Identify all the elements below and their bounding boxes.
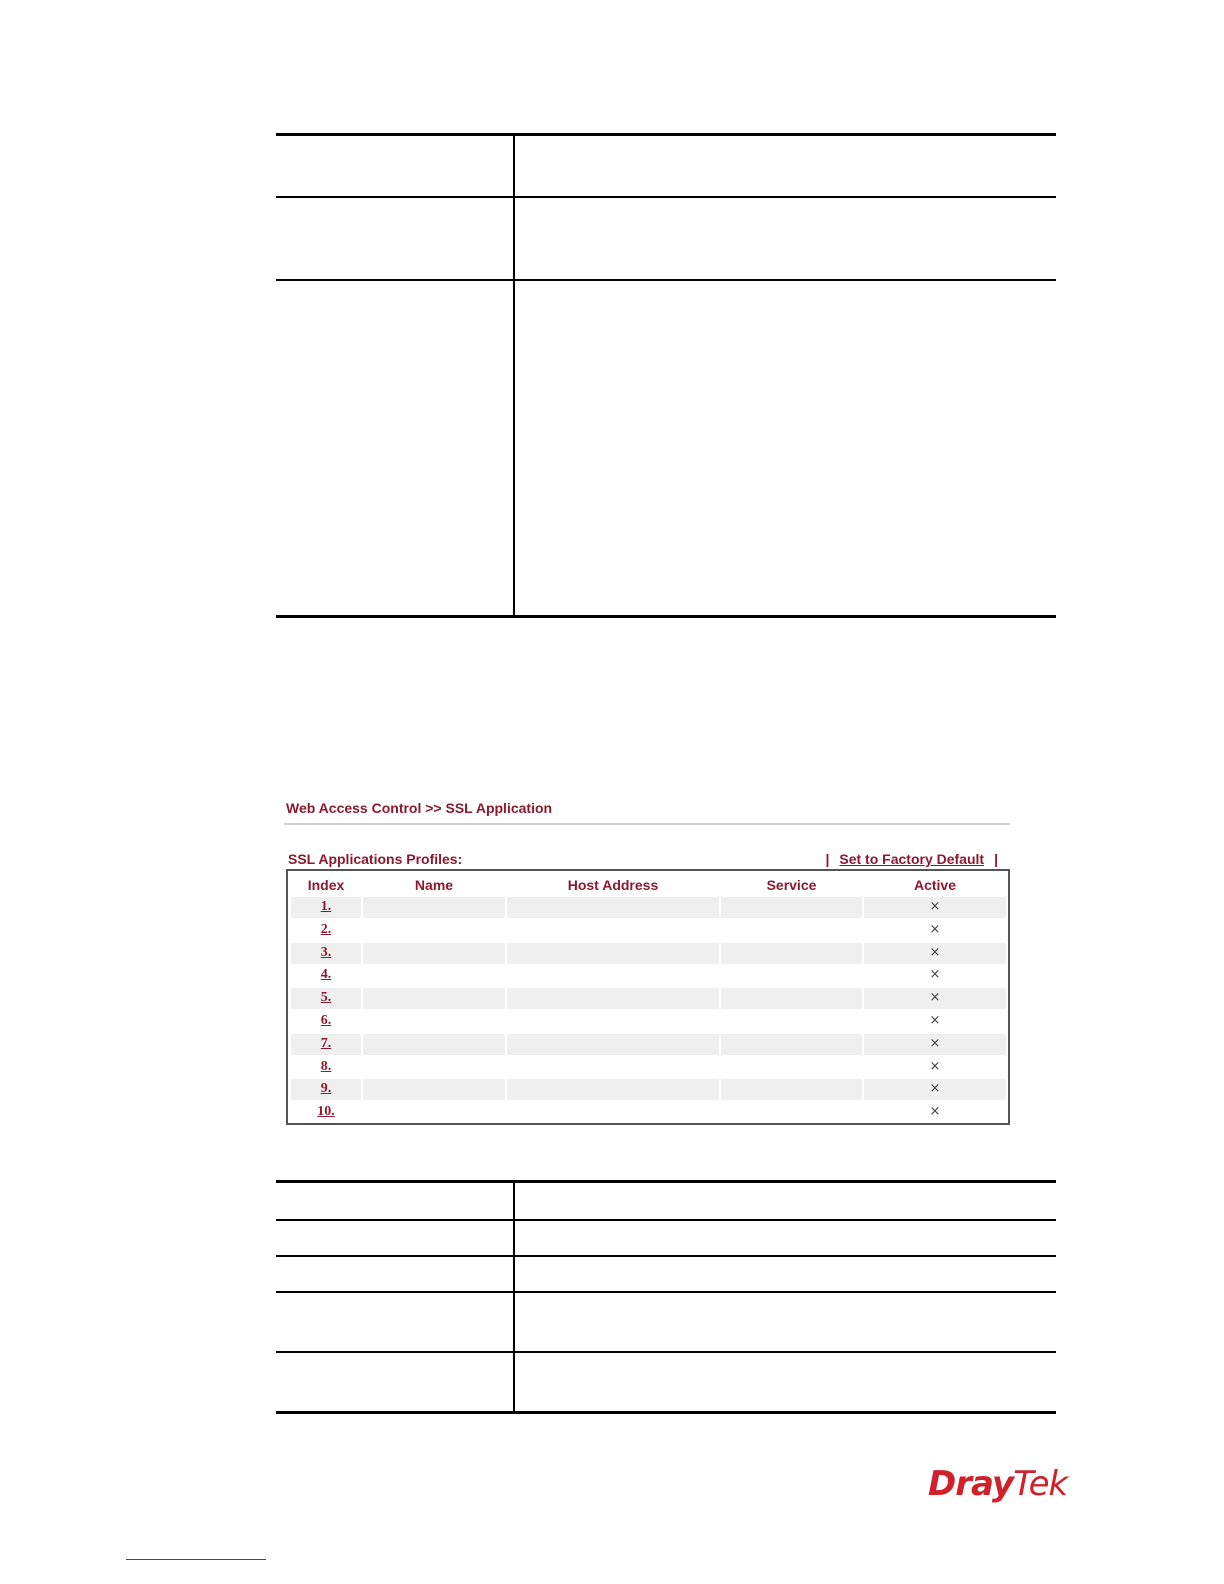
ssl-application-panel xyxy=(284,796,1012,1128)
column-divider xyxy=(513,1353,515,1411)
cell-service xyxy=(721,1011,862,1032)
column-divider xyxy=(513,1183,515,1219)
logo-part-1: Dray xyxy=(928,1464,1014,1504)
cell-name xyxy=(363,988,505,1009)
cell-host-address xyxy=(507,943,719,964)
table-row xyxy=(291,1011,1006,1032)
description-row xyxy=(276,281,1056,615)
cell-host-address xyxy=(507,1079,719,1100)
cell-active xyxy=(864,1057,1006,1078)
cell-host-address xyxy=(507,1057,719,1078)
cell-name xyxy=(363,1034,505,1055)
column-header-host-address: Host Address xyxy=(567,877,659,893)
cell-active xyxy=(864,943,1006,964)
profile-index-link[interactable]: 5. xyxy=(320,990,332,1006)
cell-service xyxy=(721,1057,862,1078)
table-row xyxy=(291,1102,1006,1123)
profile-index-link[interactable]: 10. xyxy=(317,1104,335,1120)
profiles-label: SSL Applications Profiles: xyxy=(288,851,463,867)
profile-index-link[interactable]: 7. xyxy=(320,1035,332,1051)
profile-index-link[interactable]: 2. xyxy=(320,921,332,937)
cell-index xyxy=(291,920,361,941)
column-header-index: Index xyxy=(307,877,345,893)
separator: | xyxy=(825,851,830,867)
description-row xyxy=(276,1353,1056,1411)
active-status-mark: × xyxy=(929,944,941,960)
profile-index-link[interactable]: 4. xyxy=(320,967,332,983)
cell-active xyxy=(864,1011,1006,1032)
table-row xyxy=(291,965,1006,986)
cell-name xyxy=(363,943,505,964)
cell-service xyxy=(721,1034,862,1055)
cell-active xyxy=(864,897,1006,918)
description-row xyxy=(276,1257,1056,1293)
cell-name xyxy=(363,1102,505,1123)
top-description-table xyxy=(276,133,1056,618)
cell-service xyxy=(721,943,862,964)
cell-host-address xyxy=(507,965,719,986)
active-status-mark: × xyxy=(929,1081,941,1097)
column-header-name: Name xyxy=(414,877,454,893)
column-header-service: Service xyxy=(766,877,817,893)
active-status-mark: × xyxy=(929,899,941,914)
cell-active xyxy=(864,1079,1006,1100)
cell-active xyxy=(864,1102,1006,1123)
cell-active xyxy=(864,965,1006,986)
cell-name xyxy=(363,1079,505,1100)
logo-part-2: Tek xyxy=(1013,1464,1068,1504)
description-row xyxy=(276,136,1056,198)
table-row xyxy=(291,897,1006,918)
table-row xyxy=(291,943,1006,964)
title-divider xyxy=(284,823,1010,825)
cell-host-address xyxy=(507,1102,719,1123)
cell-service xyxy=(721,1102,862,1123)
table-row xyxy=(291,920,1006,941)
active-status-mark: × xyxy=(929,921,941,937)
column-divider xyxy=(513,1293,515,1351)
active-status-mark: × xyxy=(929,967,941,983)
cell-index xyxy=(291,1079,361,1100)
cell-service xyxy=(721,965,862,986)
description-row xyxy=(276,198,1056,281)
cell-host-address xyxy=(507,920,719,941)
description-row xyxy=(276,1183,1056,1221)
cell-name xyxy=(363,1011,505,1032)
cell-name xyxy=(363,897,505,918)
column-divider xyxy=(513,198,515,279)
cell-index xyxy=(291,988,361,1009)
column-divider xyxy=(513,1221,515,1255)
active-status-mark: × xyxy=(929,1058,941,1074)
column-divider xyxy=(513,1257,515,1291)
factory-default-group xyxy=(815,851,1008,867)
bottom-description-table xyxy=(276,1180,1056,1414)
cell-host-address xyxy=(507,1034,719,1055)
separator: | xyxy=(994,851,998,867)
cell-index xyxy=(291,943,361,964)
cell-name xyxy=(363,920,505,941)
description-row xyxy=(276,1293,1056,1353)
description-row xyxy=(276,1221,1056,1257)
table-row xyxy=(291,1057,1006,1078)
cell-index xyxy=(291,1057,361,1078)
table-row xyxy=(291,1079,1006,1100)
cell-name xyxy=(363,965,505,986)
cell-active xyxy=(864,988,1006,1009)
column-header-active: Active xyxy=(913,877,957,893)
cell-index xyxy=(291,1102,361,1123)
column-divider xyxy=(513,136,515,196)
cell-host-address xyxy=(507,1011,719,1032)
profile-index-link[interactable]: 3. xyxy=(320,944,332,960)
cell-name xyxy=(363,1057,505,1078)
profile-index-link[interactable]: 9. xyxy=(320,1081,332,1097)
set-factory-default-link[interactable]: Set to Factory Default xyxy=(839,851,985,867)
breadcrumb: Web Access Control >> SSL Application xyxy=(286,800,553,816)
active-status-mark: × xyxy=(929,1035,941,1051)
active-status-mark: × xyxy=(929,990,941,1006)
table-row xyxy=(291,988,1006,1009)
footer-link-underline xyxy=(126,1559,266,1560)
profile-index-link[interactable]: 8. xyxy=(320,1058,332,1074)
cell-service xyxy=(721,897,862,918)
cell-index xyxy=(291,965,361,986)
cell-index xyxy=(291,1011,361,1032)
cell-index xyxy=(291,1034,361,1055)
column-divider xyxy=(513,281,515,615)
cell-index xyxy=(291,897,361,918)
cell-active xyxy=(864,920,1006,941)
draytek-logo xyxy=(928,1464,1067,1504)
cell-service xyxy=(721,920,862,941)
profile-index-link[interactable]: 1. xyxy=(320,899,332,914)
profile-index-link[interactable]: 6. xyxy=(320,1013,332,1028)
table-row xyxy=(291,1034,1006,1055)
active-status-mark: × xyxy=(929,1013,941,1028)
profiles-table xyxy=(286,869,1010,1125)
cell-active xyxy=(864,1034,1006,1055)
cell-host-address xyxy=(507,988,719,1009)
cell-host-address xyxy=(507,897,719,918)
cell-service xyxy=(721,988,862,1009)
cell-service xyxy=(721,1079,862,1100)
active-status-mark: × xyxy=(929,1104,941,1120)
